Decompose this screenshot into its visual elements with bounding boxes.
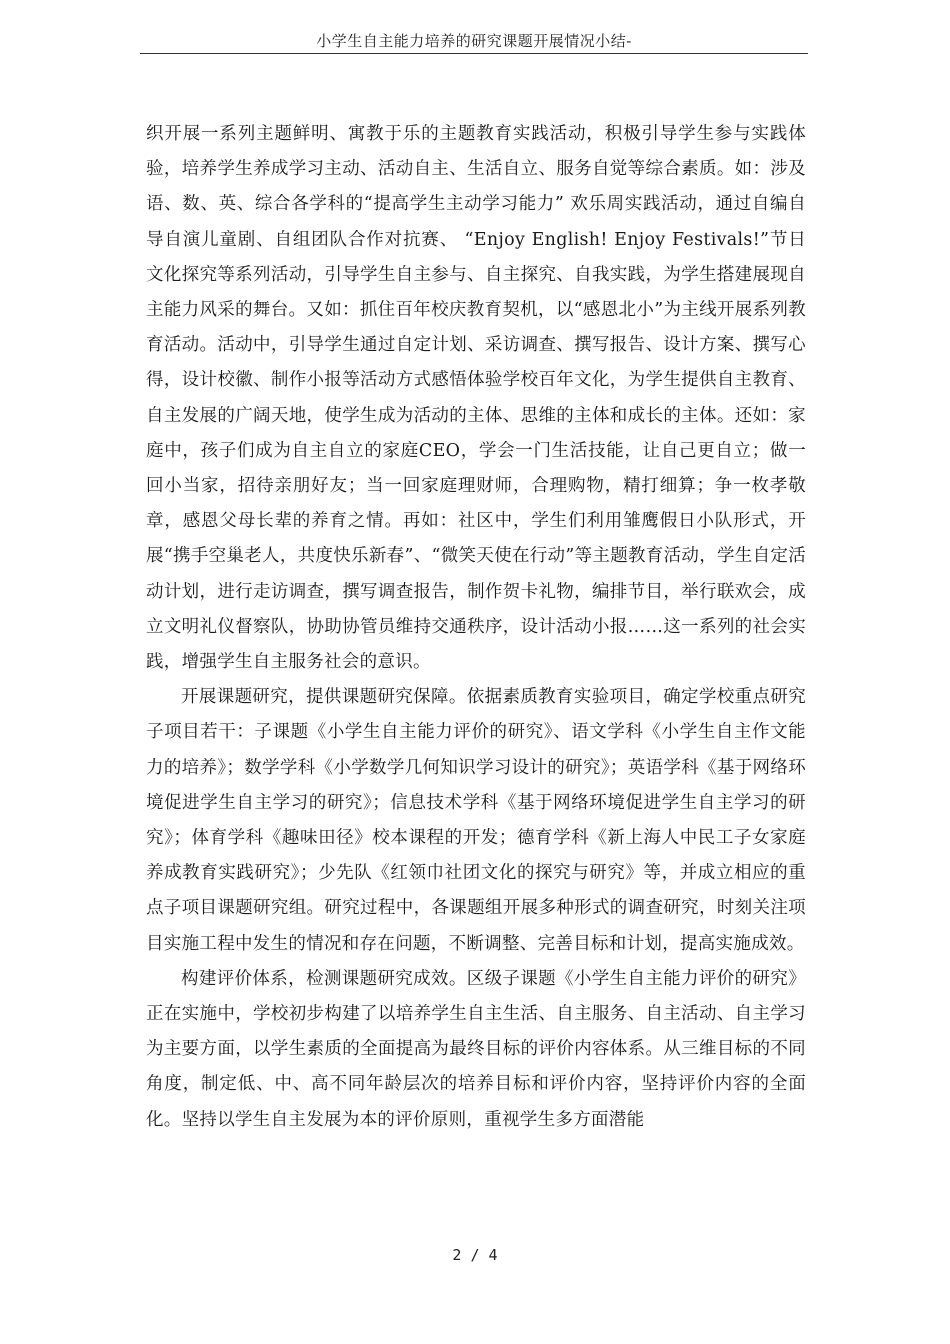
paragraph-research-guarantee: 开展课题研究，提供课题研究保障。依据素质教育实验项目，确定学校重点研究子项目若干：子课题《小学生自主能力评价的研究》、语文学科《小学生自主作文能力的培养》；数学学科《小学数学几何知识学习设计的研究》；英语学科《基于网络环境促进学生自主学习的研究》；信息技术学科《基于网络环境促进学生自主学习的研究》；体育学科《趣味田径》校本课程的开发；德育学科《新上海人中民工子女家庭养成教育实践研究》；少先队《红领巾社团文化的探究与研究》等，并成立相应的重点子项目课题研究组。研究过程中，各课题组开展多种形式的调查研究，时刻关注项目实施工程中发生的情况和存在问题，不断调整、完善目标和计划，提高实施成效。 — [146, 687, 806, 954]
page-number: 2 / 4 — [452, 1246, 498, 1264]
document-body — [146, 117, 806, 1138]
paragraph-evaluation-system: 构建评价体系，检测课题研究成效。区级子课题《小学生自主能力评价的研究》正在实施中，学校初步构建了以培养学生自主生活、自主服务、自主活动、自主学习为主要方面，以学生素质的全面提高为最终目标的评价内容体系。从三维目标的不同角度，制定低、中、高不同年龄层次的培养目标和评价内容，坚持评价内容的全面化。坚持以学生自主发展为本的评价原则，重视学生多方面潜能 — [146, 968, 806, 1130]
header-divider — [140, 53, 808, 54]
paragraph-continued: 织开展一系列主题鲜明、寓教于乐的主题教育实践活动，积极引导学生参与实践体验，培养学生养成学习主动、活动自主、生活自立、服务自觉等综合素质。如：涉及语、数、英、综合各学科的“提高学生主动学习能力” 欢乐周实践活动，通过自编自导自演儿童剧、自组团队合作对抗赛、 “Enjoy English! Enjoy Festivals!”节日文化探究等系列活动，引导学生自主参与、自主探究、自我实践，为学生搭建展现自主能力风采的舞台。又如：抓住百年校庆教育契机，以“感恩北小”为主线开展系列教育活动。活动中，引导学生通过自定计划、采访调查、撰写报告、设计方案、撰写心得，设计校徽、制作小报等活动方式感悟体验学校百年文化，为学生提供自主教育、自主发展的广阔天地，使学生成为活动的主体、思维的主体和成长的主体。还如：家庭中，孩子们成为自主自立的家庭CEO，学会一门生活技能，让自己更自立；做一回小当家，招待亲朋好友；当一回家庭理财师，合理购物，精打细算；争一枚孝敬章，感恩父母长辈的养育之情。再如：社区中，学生们利用雏鹰假日小队形式，开展“携手空巢老人，共度快乐新春”、“微笑天使在行动”等主题教育活动，学生自定活动计划，进行走访调查，撰写调查报告，制作贺卡礼物，编排节目，举行联欢会，成立文明礼仪督察队，协助协管员维持交通秩序，设计活动小报……这一系列的社会实践，增强学生自主服务社会的意识。 — [146, 124, 806, 673]
running-header-title: 小学生自主能力培养的研究课题开展情况小结- — [316, 32, 632, 50]
